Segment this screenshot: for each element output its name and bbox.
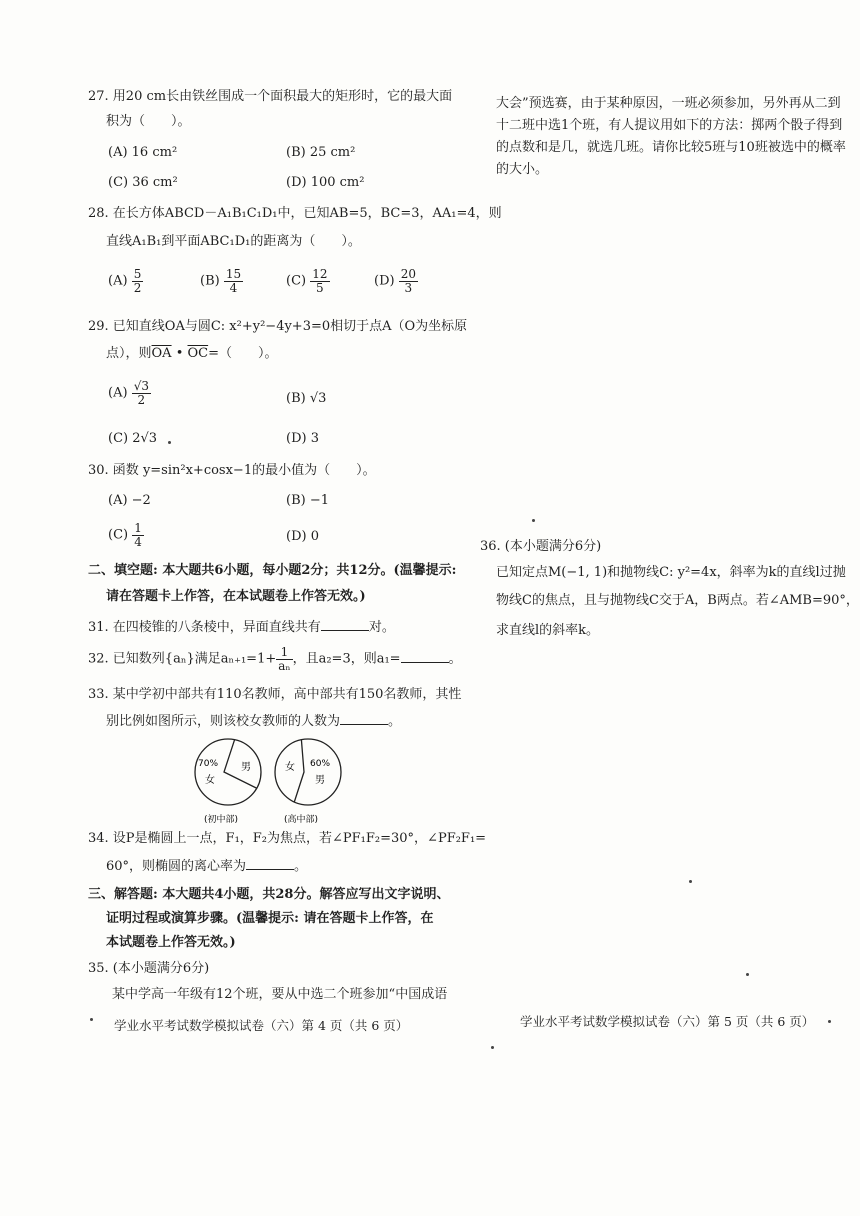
pie-senior xyxy=(275,739,341,825)
q29-option-b: (B) √3 xyxy=(286,391,327,406)
q28-option-b: (B) $\frac{15}{4}$ xyxy=(200,267,242,295)
q28-option-c: (C) $\frac{12}{5}$ xyxy=(286,267,328,295)
section3-heading-line3: 本试题卷上作答无效。) xyxy=(106,935,236,950)
q31-blank xyxy=(321,620,369,631)
scan-speck xyxy=(689,880,692,883)
section3-heading-line1: 三、解答题: 本大题共4小题，共28分。解答应写出文字说明、 xyxy=(88,887,450,902)
q36-line3: 求直线l的斜率k。 xyxy=(496,623,600,638)
section3-heading-line2: 证明过程或演算步骤。(温馨提示: 请在答题卡上作答，在 xyxy=(106,911,434,926)
q29-option-c: (C) 2√3 xyxy=(108,431,158,446)
q28-stem-line1: 28. 在长方体ABCD－A₁B₁C₁D₁中，已知AB=5，BC=3，AA₁=4，则 xyxy=(88,206,502,221)
q29-stem-line1: 29. 已知直线OA与圆C: x²+y²−4y+3=0相切于点A（O为坐标原 xyxy=(88,319,468,334)
gender-pie-figure xyxy=(184,730,364,830)
q36-heading: 36. (本小题满分6分) xyxy=(480,539,602,554)
pie-senior-divider xyxy=(294,740,304,802)
q36-line1: 已知定点M(−1, 1)和抛物线C: y²=4x，斜率为k的直线l过抛 xyxy=(496,565,846,580)
q31: 31. 在四棱锥的八条棱中，异面直线共有 对。 xyxy=(88,620,395,635)
q29-stem-line2: 点），则$\overline{OA}$ • $\overline{OC}=$（ ）。 xyxy=(106,346,278,361)
q35-line1: 某中学高一年级有12个班，要从中选二个班参加“中国成语 xyxy=(112,987,448,1002)
left-page-footer: 学业水平考试数学模拟试卷（六）第 4 页（共 6 页） xyxy=(114,1018,409,1033)
pie-junior-caption: (初中部) xyxy=(204,815,239,825)
q27-option-b: (B) 25 cm² xyxy=(286,145,356,160)
pie-senior-male: 男 xyxy=(315,775,325,786)
q32: 32. 已知数列{aₙ}满足aₙ₊₁=1+ $\frac{1}{\text{aₙ}}$ ，且a₂=3，则a₁= 。 xyxy=(88,645,462,673)
pie-junior-male: 男 xyxy=(241,762,251,773)
q33-stem-line2: 别比例如图所示，则该校女教师的人数为 。 xyxy=(106,714,402,729)
scan-speck xyxy=(532,519,535,522)
q29-option-a: (A) $\frac{√3}{2}$ xyxy=(108,379,149,407)
q27-option-a: (A) 16 cm² xyxy=(108,145,178,160)
q34-stem-line2: 60°，则椭圆的离心率为 。 xyxy=(106,859,308,874)
q30-option-a: (A) −2 xyxy=(108,493,151,508)
pie-senior-pct: 60% xyxy=(310,759,331,769)
q28-stem-line2: 直线A₁B₁到平面ABC₁D₁的距离为（ ）。 xyxy=(106,234,361,249)
q28-option-a: (A) $\frac{5}{2}$ xyxy=(108,267,142,295)
q33-blank xyxy=(340,714,388,725)
scan-speck xyxy=(746,973,749,976)
scan-speck xyxy=(90,1018,93,1021)
q34-stem-line1: 34. 设P是椭圆上一点，F₁，F₂为焦点，若∠PF₁F₂=30°，∠PF₂F₁= xyxy=(88,831,487,846)
q27-stem-line2: 积为（ ）。 xyxy=(106,114,191,129)
q27-option-c: (C) 36 cm² xyxy=(108,175,178,190)
q29-option-d: (D) 3 xyxy=(286,431,319,446)
q35-continued-line3: 的点数和是几，就选几班。请你比较5班与10班被选中的概率 xyxy=(496,140,846,155)
q30-option-c: (C) $\frac{1}{4}$ xyxy=(108,521,142,549)
q28-option-d: (D) $\frac{20}{3}$ xyxy=(374,267,416,295)
q27-stem-line1: 27. 用20 cm长由铁丝围成一个面积最大的矩形时，它的最大面 xyxy=(88,89,453,104)
pie-junior-circle xyxy=(195,739,261,805)
pie-senior-caption: (高中部) xyxy=(284,815,319,825)
q36-line2: 物线C的焦点，且与抛物线C交于A，B两点。若∠AMB=90°， xyxy=(496,593,859,608)
q30-option-d: (D) 0 xyxy=(286,529,319,544)
pie-junior xyxy=(195,739,261,825)
scan-speck xyxy=(168,441,171,444)
scan-speck xyxy=(828,1020,831,1023)
pie-junior-female: 女 xyxy=(205,775,215,786)
scan-speck xyxy=(491,1046,494,1049)
q30-stem: 30. 函数 y=sin²x+cosx−1的最小值为（ ）。 xyxy=(88,463,376,478)
pie-senior-female: 女 xyxy=(285,762,295,773)
q35-continued-line4: 的大小。 xyxy=(496,162,549,177)
pie-junior-pct: 70% xyxy=(198,759,219,769)
q33-stem-line1: 33. 某中学初中部共有110名教师，高中部共有150名教师，其性 xyxy=(88,687,462,702)
q30-option-b: (B) −1 xyxy=(286,493,329,508)
section2-heading-line1: 二、填空题: 本大题共6小题，每小题2分；共12分。(温馨提示: xyxy=(88,563,457,578)
q35-continued-line2: 十二班中选1个班，有人提议用如下的方法：掷两个骰子得到 xyxy=(496,118,843,133)
q32-blank xyxy=(401,652,449,663)
q35-continued-line1: 大会”预选赛，由于某种原因，一班必须参加，另外再从二到 xyxy=(496,96,841,111)
q34-blank xyxy=(246,859,294,870)
right-page-footer: 学业水平考试数学模拟试卷（六）第 5 页（共 6 页） xyxy=(520,1014,815,1029)
section2-heading-line2: 请在答题卡上作答，在本试题卷上作答无效。) xyxy=(106,589,366,604)
q35-heading: 35. (本小题满分6分) xyxy=(88,961,210,976)
q27-option-d: (D) 100 cm² xyxy=(286,175,365,190)
